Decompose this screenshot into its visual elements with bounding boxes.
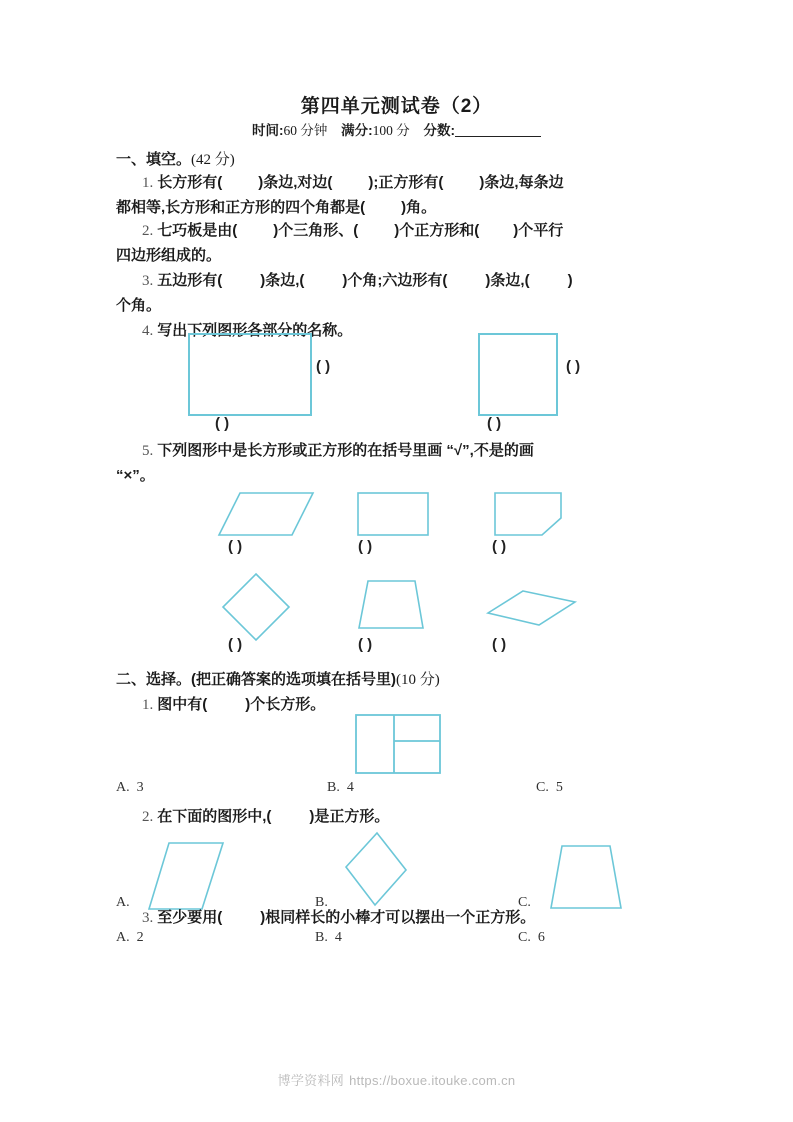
option-b-q2-label[interactable]: B. [315,895,328,910]
section-2-heading: 二、选择。(把正确答案的选项填在括号里)(10 分) [116,671,440,688]
section-1-heading: 一、填空。(42 分) [116,151,235,168]
shape-diamond-q5 [222,573,290,641]
exam-meta-line [0,119,793,139]
shape-diamond-option-b[interactable] [345,832,407,906]
shape-rectangle-q4 [188,333,312,416]
bracket-q5-shape-6[interactable]: ( ) [492,636,507,653]
watermark-url: https://boxue.itouke.com.cn [349,1073,516,1088]
figure-rectangle-divided [355,714,441,774]
section1-question-3-line2: 个角。 [116,297,162,314]
page-title: 第四单元测试卷（2） [300,96,493,117]
bracket-q5-shape-3[interactable]: ( ) [492,538,507,555]
option-b-q1[interactable]: B. 4 [327,780,354,795]
bracket-rect-bottom[interactable]: ( ) [215,415,230,432]
shape-trapezoid-q5 [358,580,424,629]
shape-parallelogram-q5 [218,492,314,536]
section1-question-2: 2. 七巧板是由( )个三角形、( )个正方形和( )个平行 [142,222,564,239]
shape-rhombus-flat-q5 [487,590,576,626]
section1-question-3: 3. 五边形有( )条边,( )个角;六边形有( )条边,( ) [142,272,573,289]
section2-question-2: 2. 在下面的图形中,( )是正方形。 [142,808,390,825]
time-limit: 时间:60 分钟 [251,123,328,138]
option-c-q1[interactable]: C. 5 [536,780,563,795]
footer-watermark [0,1070,793,1089]
section2-question-1-options [0,780,793,800]
section1-question-2-line2: 四边形组成的。 [116,247,222,264]
section1-question-1: 1. 长方形有( )条边,对边( );正方形有( )条边,每条边 [142,174,564,191]
option-c-q2-label[interactable]: C. [518,895,531,910]
section1-question-1-line2: 都相等,长方形和正方形的四个角都是( )角。 [116,199,437,216]
score-blank-line[interactable] [455,136,541,137]
section1-question-4: 4. 写出下列图形各部分的名称。 [142,322,353,339]
bracket-q5-shape-2[interactable]: ( ) [358,538,373,555]
section1-question-5: 5. 下列图形中是长方形或正方形的在括号里画 “√”,不是的画 [142,442,534,459]
watermark-site-name: 博学资料网 [277,1073,345,1088]
section1-question-5-line2: “×”。 [116,467,155,484]
full-marks: 满分:100 分 [341,123,410,138]
bracket-square-bottom[interactable]: ( ) [487,415,502,432]
shape-rectangle-q5 [357,492,429,536]
bracket-rect-side[interactable]: ( ) [316,358,331,375]
section2-question-1: 1. 图中有( )个长方形。 [142,696,326,713]
option-a-q2-label[interactable]: A. [116,895,130,910]
option-b-q3[interactable]: B. 4 [315,930,342,945]
option-a-q3[interactable]: A. 2 [116,930,144,945]
shape-parallelogram-option-a[interactable] [148,842,224,910]
option-a-q1[interactable]: A. 3 [116,780,144,795]
bracket-q5-shape-1[interactable]: ( ) [228,538,243,555]
bracket-q5-shape-5[interactable]: ( ) [358,636,373,653]
shape-pentagon-cut-corner-q5 [494,492,562,536]
bracket-q5-shape-4[interactable]: ( ) [228,636,243,653]
score-field: 分数: [424,123,542,138]
shape-trapezoid-option-c[interactable] [550,845,622,909]
bracket-square-side[interactable]: ( ) [566,358,581,375]
option-c-q3[interactable]: C. 6 [518,930,545,945]
shape-square-q4 [478,333,558,416]
section2-question-3: 3. 至少要用( )根同样长的小棒才可以摆出一个正方形。 [142,909,536,926]
section2-question-3-options [0,930,793,950]
